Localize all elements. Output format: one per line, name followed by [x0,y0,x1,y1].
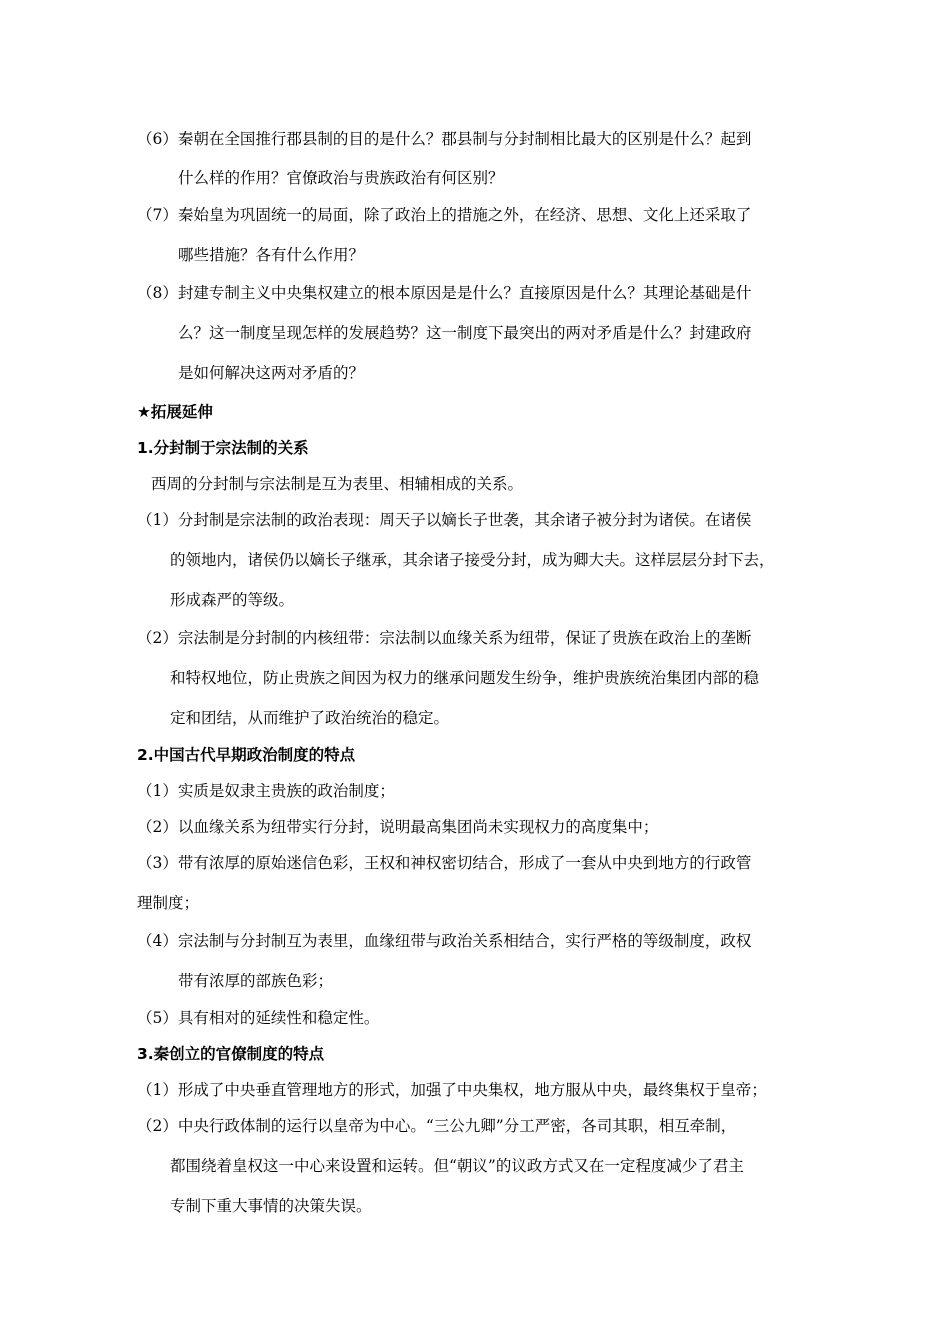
section-1-item-1-line-3: 形成森严的等级。 [170,591,295,609]
section-2-item-2: （2）以血缘关系为纽带实行分封，说明最高集团尚未实现权力的高度集中； [137,818,659,836]
section-2-item-3-line-1: （3）带有浓厚的原始迷信色彩，王权和神权密切结合，形成了一套从中央到地方的行政管 [137,854,752,872]
section-3-item-1: （1）形成了中央垂直管理地方的形式，加强了中央集权，地方服从中央，最终集权于皇帝； [137,1081,767,1099]
question-8-line-3: 是如何解决这两对矛盾的？ [178,364,365,382]
section-1-intro: 西周的分封制与宗法制是互为表里、相辅相成的关系。 [151,475,524,493]
question-8-line-2: 么？这一制度呈现怎样的发展趋势？这一制度下最突出的两对矛盾是什么？封建政府 [178,324,752,342]
question-7-line-1: （7）秦始皇为巩固统一的局面，除了政治上的措施之外，在经济、思想、文化上还采取了 [137,206,752,224]
section-1-item-2-line-1: （2）宗法制是分封制的内核纽带：宗法制以血缘关系为纽带，保证了贵族在政治上的垄断 [137,629,752,647]
section-1-item-1-line-1: （1）分封制是宗法制的政治表现：周天子以嫡长子世袭，其余诸子被分封为诸侯。在诸侯 [137,511,752,529]
section-3-heading: 3.秦创立的官僚制度的特点 [137,1045,325,1063]
question-8-line-1: （8）封建专制主义中央集权建立的根本原因是是什么？直接原因是什么？其理论基础是什 [137,284,752,302]
section-2-item-4-line-1: （4）宗法制与分封制互为表里，血缘纽带与政治关系相结合，实行严格的等级制度，政权 [137,932,752,950]
section-2-heading: 2.中国古代早期政治制度的特点 [137,746,356,764]
section-3-item-2-line-3: 专制下重大事情的决策失误。 [170,1197,372,1215]
question-6-line-1: （6）秦朝在全国推行郡县制的目的是什么？郡县制与分封制相比最大的区别是什么？起到 [137,130,752,148]
section-1-item-2-line-3: 定和团结，从而维护了政治统治的稳定。 [170,709,450,727]
section-3-item-2-line-1: （2）中央行政体制的运行以皇帝为中心。“三公九卿”分工严密，各司其职，相互牵制， [137,1117,737,1135]
section-1-heading: 1.分封制于宗法制的关系 [137,439,309,457]
section-3-item-2-line-2: 都围绕着皇权这一中心来设置和运转。但“朝议”的议政方式又在一定程度减少了君主 [170,1157,744,1175]
section-2-item-1: （1）实质是奴隶主贵族的政治制度； [137,782,395,800]
section-2-item-3-line-2: 理制度； [137,894,200,912]
extension-heading: ★拓展延伸 [137,403,213,421]
section-2-item-4-line-2: 带有浓厚的部族色彩； [178,972,334,990]
section-2-item-5: （5）具有相对的延续性和稳定性。 [137,1009,380,1027]
question-7-line-2: 哪些措施？各有什么作用？ [178,246,365,264]
section-1-item-2-line-2: 和特权地位，防止贵族之间因为权力的继承问题发生纷争，维护贵族统治集团内部的稳 [170,669,760,687]
section-1-item-1-line-2: 的领地内，诸侯仍以嫡长子继承，其余诸子接受分封，成为卿大夫。这样层层分封下去， [170,551,775,569]
question-6-line-2: 什么样的作用？官僚政治与贵族政治有何区别？ [178,169,504,187]
